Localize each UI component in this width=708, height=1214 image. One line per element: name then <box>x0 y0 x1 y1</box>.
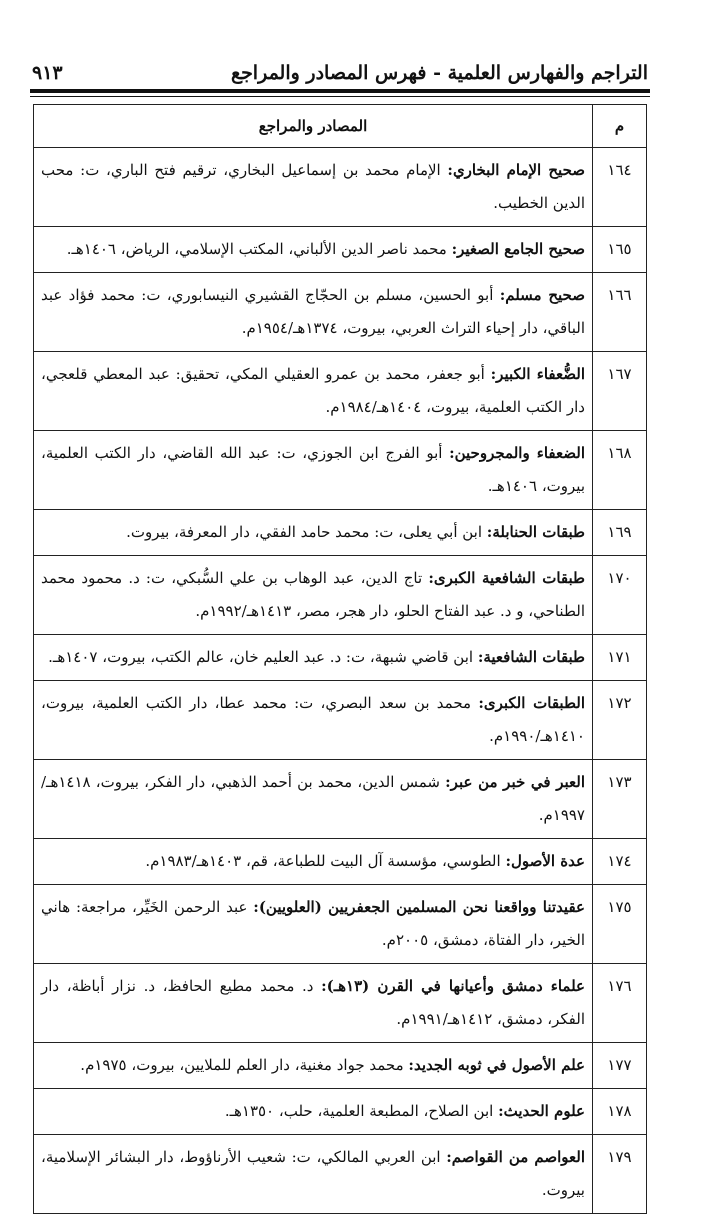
entry-number: ١٧٦ <box>593 964 647 1043</box>
entry-number: ١٧٩ <box>593 1135 647 1214</box>
entry-title: علماء دمشق وأعيانها في القرن (١٣هـ): <box>321 977 585 995</box>
entry-number: ١٧٥ <box>593 885 647 964</box>
table-row <box>34 1089 647 1135</box>
entry-title: صحيح الجامع الصغير: <box>451 240 585 258</box>
entry-number: ١٧٢ <box>593 681 647 760</box>
entry-title: الطبقات الكبرى: <box>478 694 585 712</box>
entry-details: عبد الرحمن الخَيِّر، مراجعة: هاني الخير، دار الفتاة، دمشق، ٢٠٠٥م. <box>41 898 585 949</box>
entry-title: طبقات الشافعية: <box>477 648 585 666</box>
entry-number: ١٦٩ <box>593 510 647 556</box>
entry-number: ١٧٧ <box>593 1043 647 1089</box>
table-row <box>34 839 647 885</box>
table-row <box>34 352 647 431</box>
header-rule-thick <box>30 89 650 93</box>
entry-number: ١٦٥ <box>593 227 647 273</box>
entry-title: عقيدتنا وواقعنا نحن المسلمين الجعفريين (العلويين): <box>253 898 585 916</box>
entry-text <box>34 964 593 1043</box>
table-row <box>34 760 647 839</box>
entry-title: الضعفاء والمجروحين: <box>449 444 585 462</box>
entry-title: صحيح الإمام البخاري: <box>447 161 585 179</box>
column-header-number: م <box>593 105 647 148</box>
entry-title: علوم الحديث: <box>498 1102 585 1120</box>
entry-text <box>34 635 593 681</box>
entry-text <box>34 839 593 885</box>
entry-details: الطوسي، مؤسسة آل البيت للطباعة، قم، ١٤٠٣هـ/١٩٨٣م. <box>145 852 506 870</box>
entry-text <box>34 148 593 227</box>
entry-text <box>34 227 593 273</box>
entry-details: محمد جواد مغنية، دار العلم للملايين، بيروت، ١٩٧٥م. <box>80 1056 409 1074</box>
entry-details: ابن قاضي شبهة، ت: د. عبد العليم خان، عالم الكتب، بيروت، ١٤٠٧هـ. <box>48 648 478 666</box>
entry-details: ابن العربي المالكي، ت: شعيب الأرناؤوط، دار البشائر الإسلامية، بيروت. <box>41 1148 585 1199</box>
entry-details: أبو جعفر، محمد بن عمرو العقيلي المكي، تحقيق: عبد المعطي قلعجي، دار الكتب العلمية، بيروت، ١٤٠٤هـ/١٩٨٤م. <box>41 365 585 416</box>
entry-title: علم الأصول في ثوبه الجديد: <box>408 1056 585 1074</box>
entry-title: الضُّعفاء الكبير: <box>490 365 585 383</box>
column-header-sources: المصادر والمراجع <box>34 105 593 148</box>
references-body <box>34 148 647 1214</box>
table-row <box>34 431 647 510</box>
entry-number: ١٧١ <box>593 635 647 681</box>
entry-number: ١٧٨ <box>593 1089 647 1135</box>
entry-details: محمد بن سعد البصري، ت: محمد عطا، دار الكتب العلمية، بيروت، ١٤١٠هـ/١٩٩٠م. <box>41 694 585 745</box>
table-row <box>34 964 647 1043</box>
entry-text <box>34 1043 593 1089</box>
entry-title: طبقات الحنابلة: <box>486 523 585 541</box>
entry-title: عدة الأصول: <box>505 852 585 870</box>
table-row <box>34 1043 647 1089</box>
entry-details: ابن الصلاح، المطبعة العلمية، حلب، ١٣٥٠هـ. <box>224 1102 499 1120</box>
entry-details: د. محمد مطيع الحافظ، د. نزار أباظة، دار الفكر، دمشق، ١٤١٢هـ/١٩٩١م. <box>41 977 585 1028</box>
entry-title: العواصم من القواصم: <box>446 1148 585 1166</box>
entry-text <box>34 1135 593 1214</box>
table-row <box>34 227 647 273</box>
entry-text <box>34 556 593 635</box>
entry-text <box>34 431 593 510</box>
entry-title: صحيح مسلم: <box>499 286 585 304</box>
table-row <box>34 510 647 556</box>
entry-text <box>34 273 593 352</box>
page-number: ٩١٣ <box>32 62 63 84</box>
entry-title: طبقات الشافعية الكبرى: <box>428 569 585 587</box>
entry-number: ١٦٧ <box>593 352 647 431</box>
entry-number: ١٦٤ <box>593 148 647 227</box>
entry-text <box>34 1089 593 1135</box>
entry-text <box>34 760 593 839</box>
table-header-row <box>34 105 647 148</box>
entry-details: تاج الدين، عبد الوهاب بن علي السُّبكي، ت: د. محمود محمد الطناحي، و د. عبد الفتاح الحلو، دار هجر، مصر، ١٤١٣هـ/١٩٩٢م. <box>41 569 585 620</box>
entry-details: الإمام محمد بن إسماعيل البخاري، ترقيم فتح الباري، ت: محب الدين الخطيب. <box>41 161 585 212</box>
entry-number: ١٦٨ <box>593 431 647 510</box>
entry-details: شمس الدين، محمد بن أحمد الذهبي، دار الفكر، بيروت، ١٤١٨هـ/١٩٩٧م. <box>41 773 585 824</box>
references-table <box>33 104 647 1214</box>
entry-text <box>34 681 593 760</box>
header-rule-thin <box>30 96 650 97</box>
entry-text <box>34 510 593 556</box>
running-title: التراجم والفهارس العلمية - فهرس المصادر والمراجع <box>230 62 648 84</box>
table-row <box>34 1135 647 1214</box>
table-row <box>34 635 647 681</box>
entry-details: محمد ناصر الدين الألباني، المكتب الإسلامي، الرياض، ١٤٠٦هـ. <box>66 240 452 258</box>
entry-text <box>34 352 593 431</box>
entry-title: العبر في خبر من عبر: <box>445 773 585 791</box>
entry-details: أبو الحسين، مسلم بن الحجّاج القشيري النيسابوري، ت: محمد فؤاد عبد الباقي، دار إحياء التراث العربي، بيروت، ١٣٧٤هـ/١٩٥٤م. <box>41 286 585 337</box>
table-row <box>34 273 647 352</box>
entry-text <box>34 885 593 964</box>
entry-number: ١٧٣ <box>593 760 647 839</box>
table-row <box>34 885 647 964</box>
table-row <box>34 681 647 760</box>
table-row <box>34 148 647 227</box>
entry-details: ابن أبي يعلى، ت: محمد حامد الفقي، دار المعرفة، بيروت. <box>126 523 487 541</box>
page-header <box>30 58 650 88</box>
entry-details: أبو الفرج ابن الجوزي، ت: عبد الله القاضي، دار الكتب العلمية، بيروت، ١٤٠٦هـ. <box>41 444 585 495</box>
entry-number: ١٧٤ <box>593 839 647 885</box>
table-row <box>34 556 647 635</box>
entry-number: ١٦٦ <box>593 273 647 352</box>
entry-number: ١٧٠ <box>593 556 647 635</box>
